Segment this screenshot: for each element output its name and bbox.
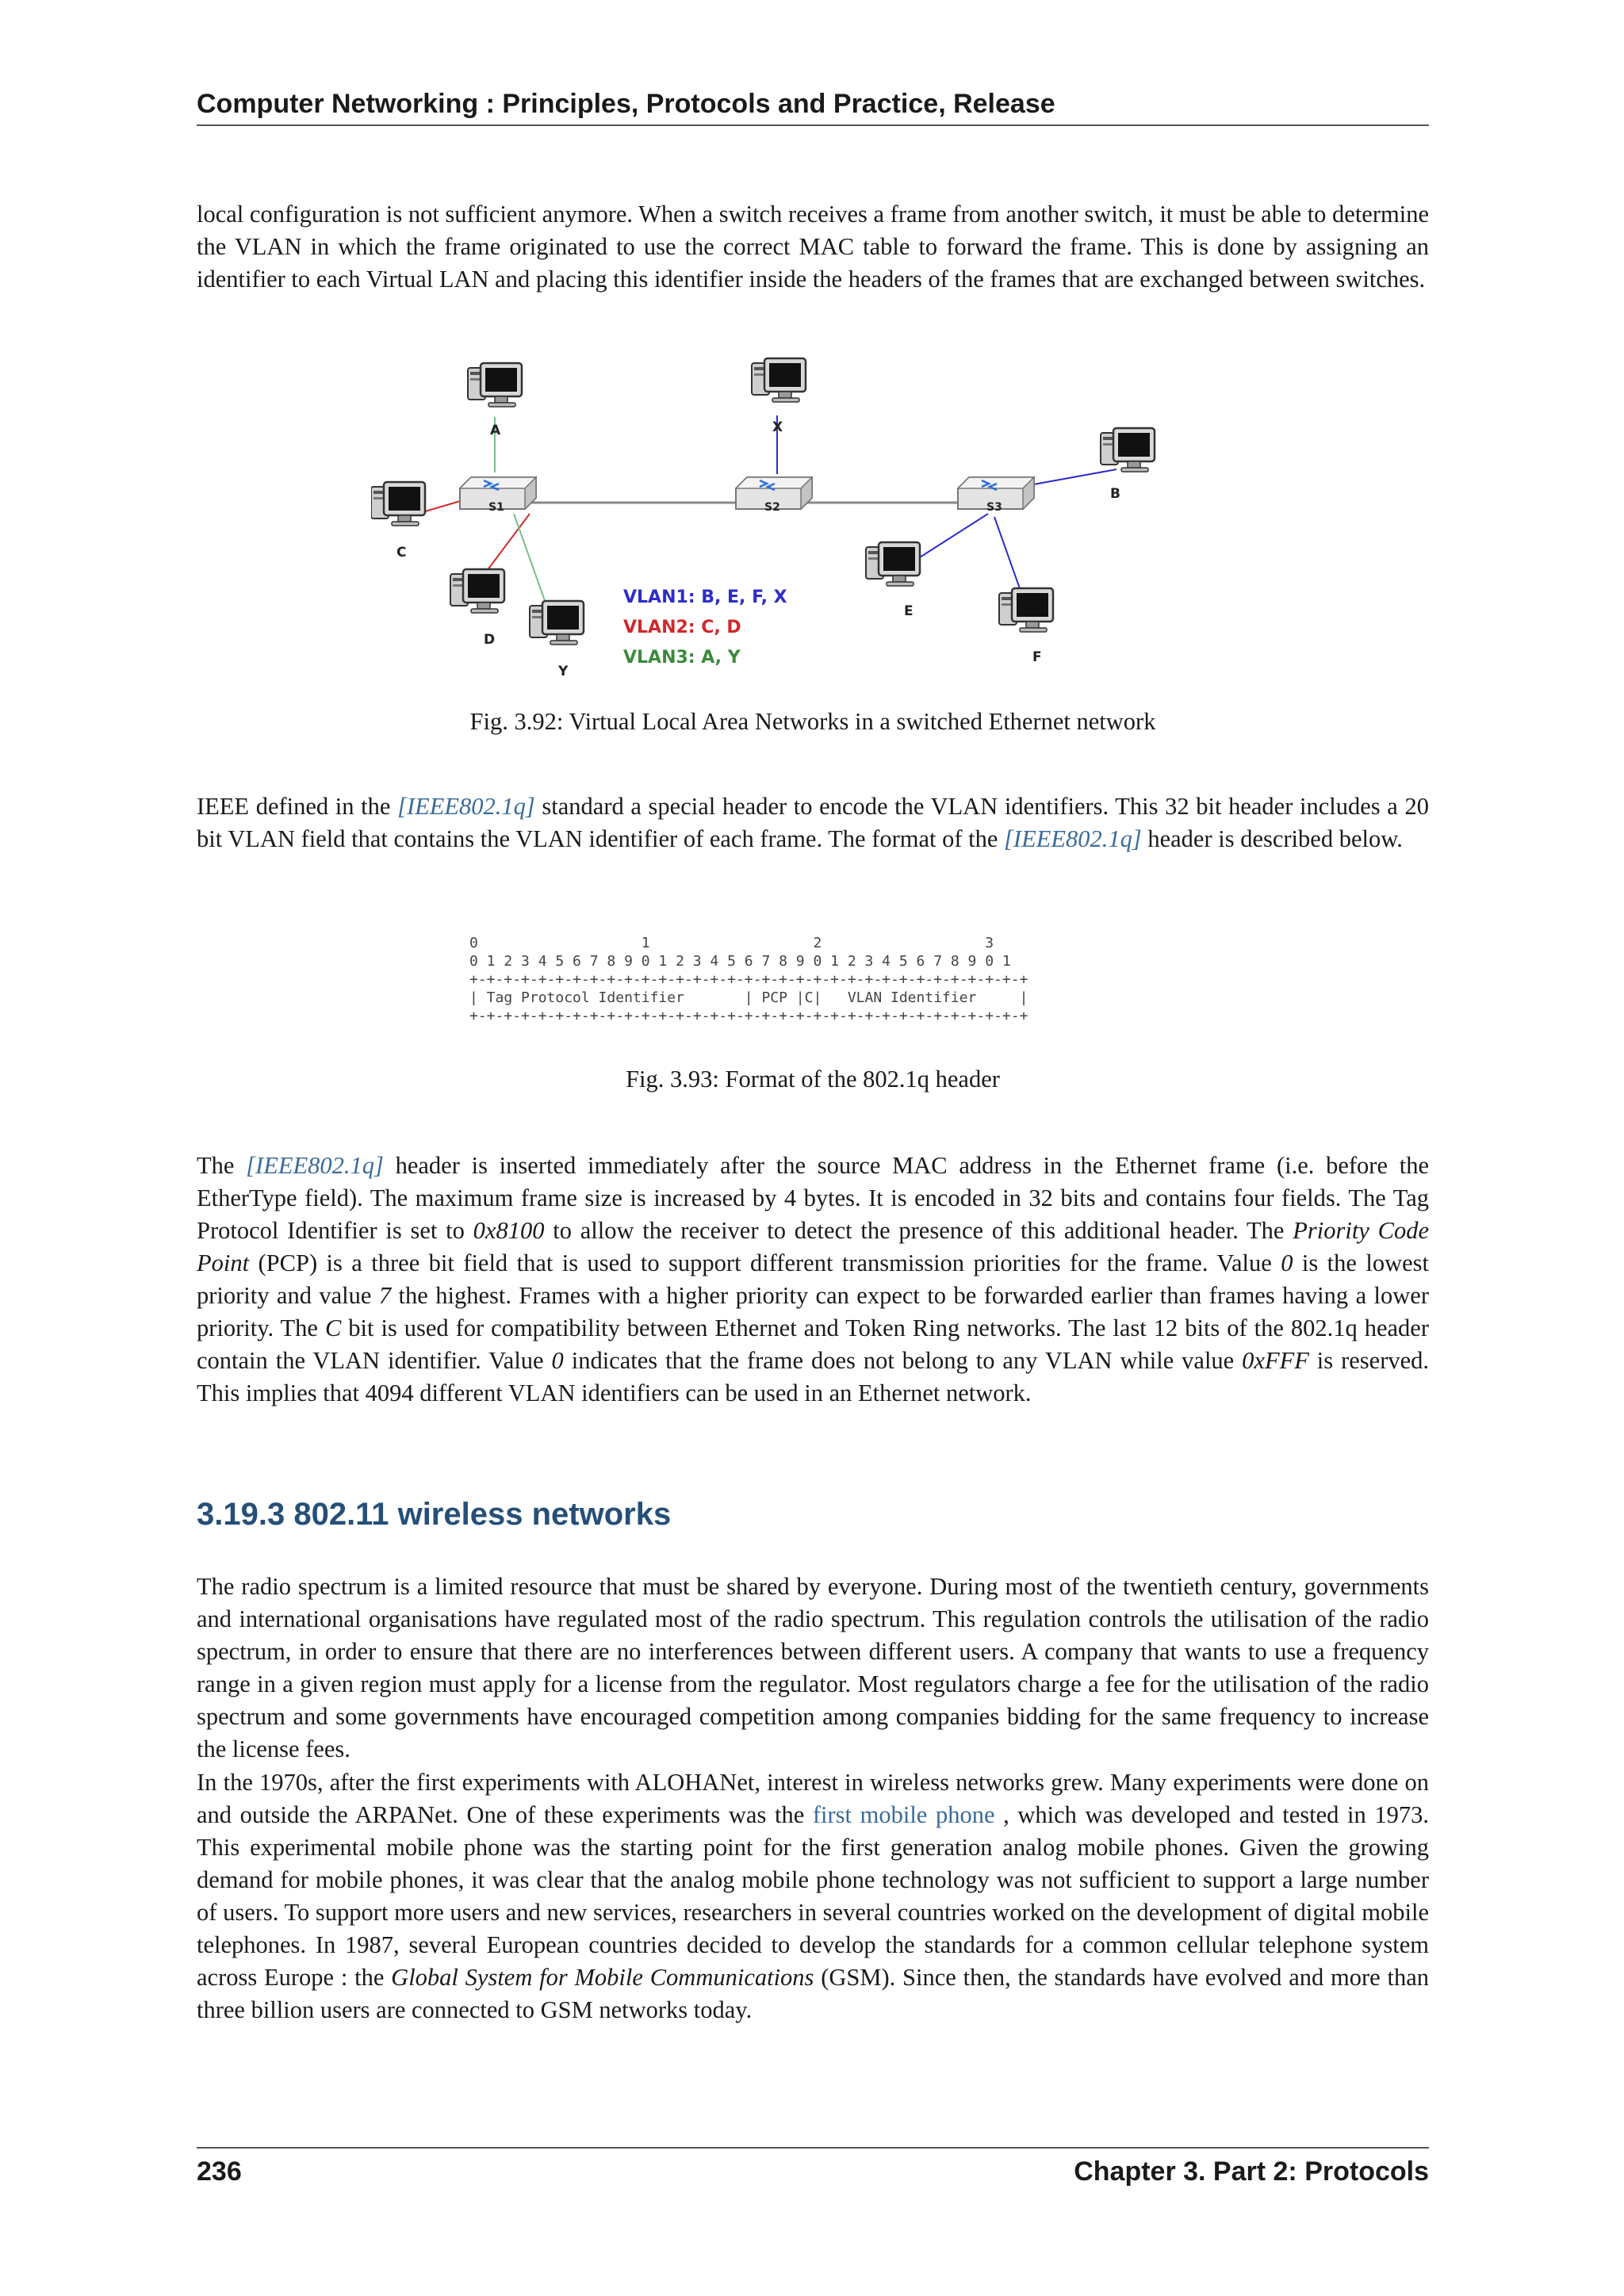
switch-s2-label: S2 <box>764 501 780 514</box>
text-run: The <box>197 1152 247 1179</box>
host-b <box>1101 428 1155 502</box>
host-y-label: Y <box>558 664 569 679</box>
paragraph-mobile-history <box>197 1766 1429 2026</box>
paragraph-vlan-intro: local configuration is not sufficient anymore. When a switch receives a frame from another switch, it must be able to determine the VLAN in which the frame originated to use the correct MAC table to forward the frame. This is done by assigning an identifier to each Virtual LAN and placing this identifier inside the headers of the frames that are exchanged between switches. <box>197 201 1429 293</box>
switch-s2 <box>736 477 812 514</box>
switch-s3 <box>958 477 1034 514</box>
paragraph-ieee-header <box>197 790 1429 855</box>
header-fields-row: | Tag Protocol Identifier | PCP |C| VLAN Identifier | <box>469 989 1028 1006</box>
host-c-label: C <box>396 545 407 561</box>
citation-link-ieee8021q[interactable]: [IEEE802.1q] <box>246 1152 384 1179</box>
italic-term: 0x8100 <box>473 1217 545 1244</box>
header-border-bottom: +-+-+-+-+-+-+-+-+-+-+-+-+-+-+-+-+-+-+-+-+-+-+-+-+-+-+-+-+-+-+-+-+ <box>469 1008 1028 1024</box>
text-run: (GSM). Since then, the standards have evolved and more than three billion users are connected to GSM networks today. <box>197 1964 1429 2023</box>
8021q-header-format-figure <box>469 934 1096 1025</box>
host-d-label: D <box>484 632 496 648</box>
host-y <box>530 601 584 679</box>
vlan-network-diagram <box>371 355 1243 688</box>
vlan-legend <box>623 587 787 668</box>
host-b-label: B <box>1110 486 1120 502</box>
legend-vlan3: VLAN3: A, Y <box>623 648 741 668</box>
host-a <box>468 363 522 438</box>
legend-vlan2: VLAN2: C, D <box>623 618 741 637</box>
citation-link-ieee8021q[interactable]: [IEEE802.1q] <box>1004 825 1142 852</box>
text-run: header is inserted immediately after the source MAC address in the Ethernet frame (i.e. before the EtherType field). The maximum frame size is increased by 4 bytes. It is encoded in 32 bits and contains four fields. The Tag Protocol Identifier is set to <box>197 1152 1429 1244</box>
text-run: is reserved. This implies that 4094 different VLAN identifiers can be used in an Ethernet network. <box>197 1347 1430 1406</box>
text-run: bit is used for compatibility between Ethernet and Token Ring networks. The last 12 bits of the 802.1q header contain the VLAN identifier. Value <box>197 1314 1429 1374</box>
text-run: In the 1970s, after the first experiments with ALOHANet, interest in wireless networks grew. Many experiments were done on and outside the ARPANet. One of these experiments was the <box>197 1769 1429 1828</box>
chapter-title: Chapter 3. Part 2: Protocols <box>1074 2156 1429 2187</box>
bit-ruler-units: 0 1 2 3 4 5 6 7 8 9 0 1 2 3 4 5 6 7 8 9 0 1 2 3 4 5 6 7 8 9 0 1 <box>469 953 1011 970</box>
host-e <box>866 542 920 619</box>
link-first-mobile-phone[interactable]: first mobile phone <box>812 1801 995 1828</box>
italic-term: 7 <box>378 1282 392 1309</box>
text-run: the highest. Frames with a higher priority can expect to be forwarded earlier than frames having a lower priority. The <box>197 1282 1429 1341</box>
italic-term: Priority Code Point <box>197 1217 1429 1276</box>
paragraph-radio-spectrum: The radio spectrum is a limited resource that must be shared by everyone. During most of the twentieth century, governments and international organisations have regulated most of the radio spectrum. This regulation controls the utilisation of the radio spectrum, in order to ensure that there are no interferences between different users. A company that wants to use a frequency range in a given region must apply for a license from the regulator. Most regulators charge a fee for the utilisation of the radio spectrum and some governments have encouraged competition among companies bidding for the same frequency to increase the license fees. <box>197 1573 1429 1762</box>
link-y-s1 <box>514 514 547 607</box>
figure-caption-3-93: Fig. 3.93: Format of the 802.1q header <box>626 1066 1000 1093</box>
text-run: is the lowest priority and value <box>197 1249 1429 1309</box>
switch-s1 <box>460 477 536 514</box>
page-number: 236 <box>197 2156 242 2187</box>
text-run: (PCP) is a three bit field that is used to support different transmission priorities for the frame. Value <box>249 1249 1281 1276</box>
figure-caption-3-92: Fig. 3.92: Virtual Local Area Networks in a switched Ethernet network <box>469 708 1156 735</box>
italic-term: C <box>324 1314 342 1341</box>
text-run: to allow the receiver to detect the presence of this additional header. The <box>544 1217 1293 1244</box>
host-e-label: E <box>904 603 914 619</box>
italic-term: 0 <box>551 1347 564 1374</box>
text-run: header is described below. <box>1141 825 1403 852</box>
host-f-label: F <box>1032 649 1042 665</box>
italic-term: Global System for Mobile Communications <box>391 1964 814 1991</box>
host-a-label: A <box>490 423 501 438</box>
bit-ruler-tens: 0 1 2 3 <box>469 935 994 951</box>
link-d-s1 <box>482 514 530 577</box>
host-x-label: X <box>772 419 783 435</box>
running-header: Computer Networking : Principles, Protocols and Practice, Release <box>197 89 1429 126</box>
host-d <box>450 569 504 648</box>
paragraph-8021q-details <box>197 1150 1429 1410</box>
host-c <box>371 482 425 561</box>
host-f <box>999 588 1053 665</box>
running-footer <box>197 2147 1429 2187</box>
text-run: , which was developed and tested in 1973. This experimental mobile phone was the starting point for the first generation analog mobile phones. Given the growing demand for mobile phones, it was clear that the analog mobile phone technology was not sufficient to support a large number of users. To support more users and new services, researchers in several countries worked on the development of digital mobile telephones. In 1987, several European countries decided to develop the standards for a common cellular telephone system across Europe : the <box>197 1801 1429 1991</box>
link-f-s3 <box>994 517 1021 593</box>
switch-s3-label: S3 <box>986 501 1002 514</box>
citation-link-ieee8021q[interactable]: [IEEE802.1q] <box>397 793 535 820</box>
italic-term: 0 <box>1281 1249 1293 1276</box>
text-run: indicates that the frame does not belong to any VLAN while value <box>563 1347 1243 1374</box>
section-heading-80211: 3.19.3 802.11 wireless networks <box>197 1497 672 1532</box>
switch-s1-label: S1 <box>488 501 504 514</box>
text-run: IEEE defined in the <box>197 793 398 820</box>
legend-vlan1: VLAN1: B, E, F, X <box>623 587 787 607</box>
text-run: standard a special header to encode the VLAN identifiers. This 32 bit header includes a 20 bit VLAN field that contains the VLAN identifier of each frame. The format of the <box>197 793 1429 852</box>
italic-term: 0xFFF <box>1242 1347 1309 1374</box>
header-border-top: +-+-+-+-+-+-+-+-+-+-+-+-+-+-+-+-+-+-+-+-+-+-+-+-+-+-+-+-+-+-+-+-+ <box>469 971 1028 988</box>
host-x <box>752 358 806 435</box>
